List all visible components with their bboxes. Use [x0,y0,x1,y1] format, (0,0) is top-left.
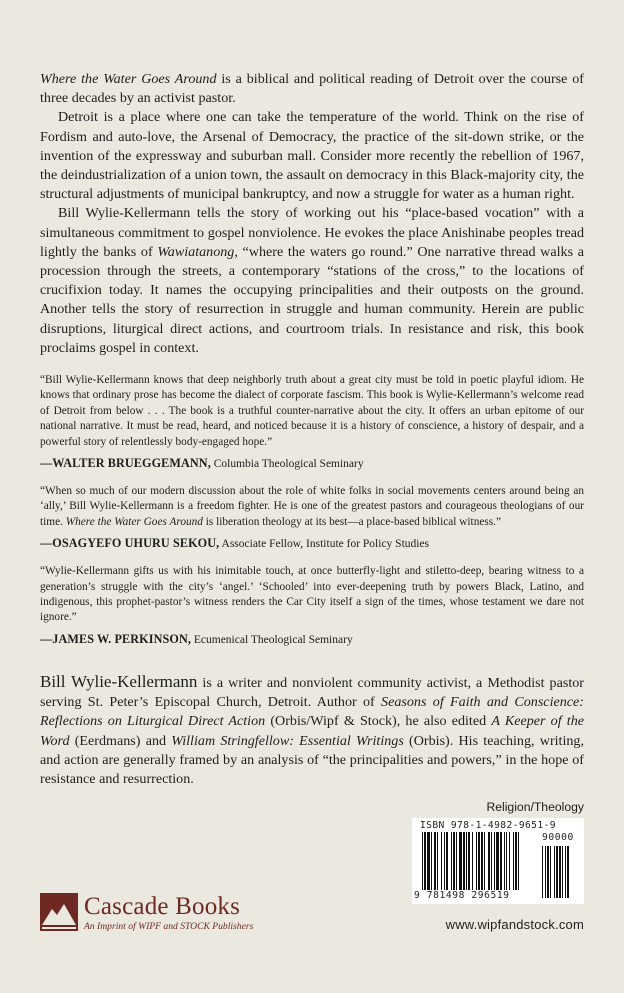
price-code: 90000 [542,832,574,843]
endorsement-attribution: —OSAGYEFO UHURU SEKOU, Associate Fellow, Institute for Policy Studies [40,536,430,551]
author-name: Bill Wylie-Kellermann [40,672,198,691]
book-title: Where the Water Goes Around [40,71,217,87]
isbn-text: ISBN 978-1-4982-9651-9 [420,820,556,831]
endorsement-text: “Wylie-Kellermann gifts us with his inimitable touch, at once butterfly-light and stiletto-deep, bearing witness to a generation’s struggle with the city’s ‘angel.’ ‘Schooled’ into ever-deepening truth by powers Black, Latino, and indigenous, this prophet-pastor’s witness renders the Car City itself a sign of the times, whose testament we dare not ignore.” [40,565,584,624]
description-paragraph-3: Bill Wylie-Kellermann tells the story of working out his “place-based vocation” with a simultaneous commitment to gospel nonviolence. He evokes the place Anishinabe peoples tread lightly the banks of Wawiatanong, “where the waters go round.” One narrative thread walks a procession through the streets, a contemporary “stations of the cross,” to the locations of crucifixion today. It names the occupying principalities and their outposts on the ground. Another tells the story of resurrection in struggle and human community. Herein are public disruptions, liturgical direct actions, and courtroom trials. In resistance and risk, this book proclaims gospel in context. [40,205,584,356]
endorsement-text: “Bill Wylie-Kellermann knows that deep neighborly truth about a great city must be told in poetic playful idiom. He knows that ordinary prose has become the dialect of corporate fascism. This book is Wylie-Kellermann’s welcome read of Detroit from below . . . The book is a truthful counter-narrative about the city. It offers an urban epitome of our national narrative. It must be read, heard, and noticed because it is a history of conscience, a history of despair, and a powerful story of relentlessly body-engaged hope.” [40,374,584,448]
endorsements [40,373,584,660]
book-description [40,70,584,358]
publisher-website: www.wipfandstock.com [445,917,584,932]
endorsement [40,564,584,647]
endorsement-text: “When so much of our modern discussion about the role of white folks in social movements centers around being an ‘ally,’ Bill Wylie-Kellermann is a freedom fighter. He is one of the greatest pastors and courageous theologians of our time. Where the Water Goes Around is liberation theology at its best—a place-based biblical witness.” [40,485,584,528]
publisher-name: Cascade Books [84,893,241,920]
category-label: Religion/Theology [486,800,584,814]
ean-digits: 9 781498 296519 [414,890,510,901]
publisher-logo [40,893,280,937]
isbn-barcode [412,818,584,904]
mountain-logo-icon [40,893,78,931]
endorsement [40,484,584,551]
description-paragraph-1: Where the Water Goes Around is a biblical and political reading of Detroit over the course of three decades by an activist pastor. [40,71,584,107]
description-paragraph-2: Detroit is a place where one can take the temperature of the world. Think on the rise of Fordism and auto-love, the Arsenal of Democracy, the practice of the sit-down strike, or the invention of the expressway and suburban mall. Consider more recently the rebellion of 1967, the deindustrialization of a union town, the assault on democracy in this Black-majority city, the structural adjustments of municipal bankruptcy, and now a struggle for water as a human right. [40,109,584,203]
endorsement-attribution: —JAMES W. PERKINSON, Ecumenical Theological Seminary [40,631,353,646]
publisher-imprint: An Imprint of WIPF and STOCK Publishers [84,921,254,932]
author-bio: Bill Wylie-Kellermann is a writer and nonviolent community activist, a Methodist pastor serving St. Peter’s Episcopal Church, Detroit. Author of Seasons of Faith and Conscience: Reflections on Liturgical Direct Action (Orbis/Wipf & Stock), he also edited A Keeper of the Word (Eerdmans) and William Stringfellow: Essential Writings (Orbis). His teaching, writing, and action are generally framed by an analysis of “the principalities and powers,” in the hope of resistance and resurrection. [40,672,585,788]
endorsement [40,373,584,471]
endorsement-attribution: —WALTER BRUEGGEMANN, Columbia Theological Seminary [40,456,364,471]
